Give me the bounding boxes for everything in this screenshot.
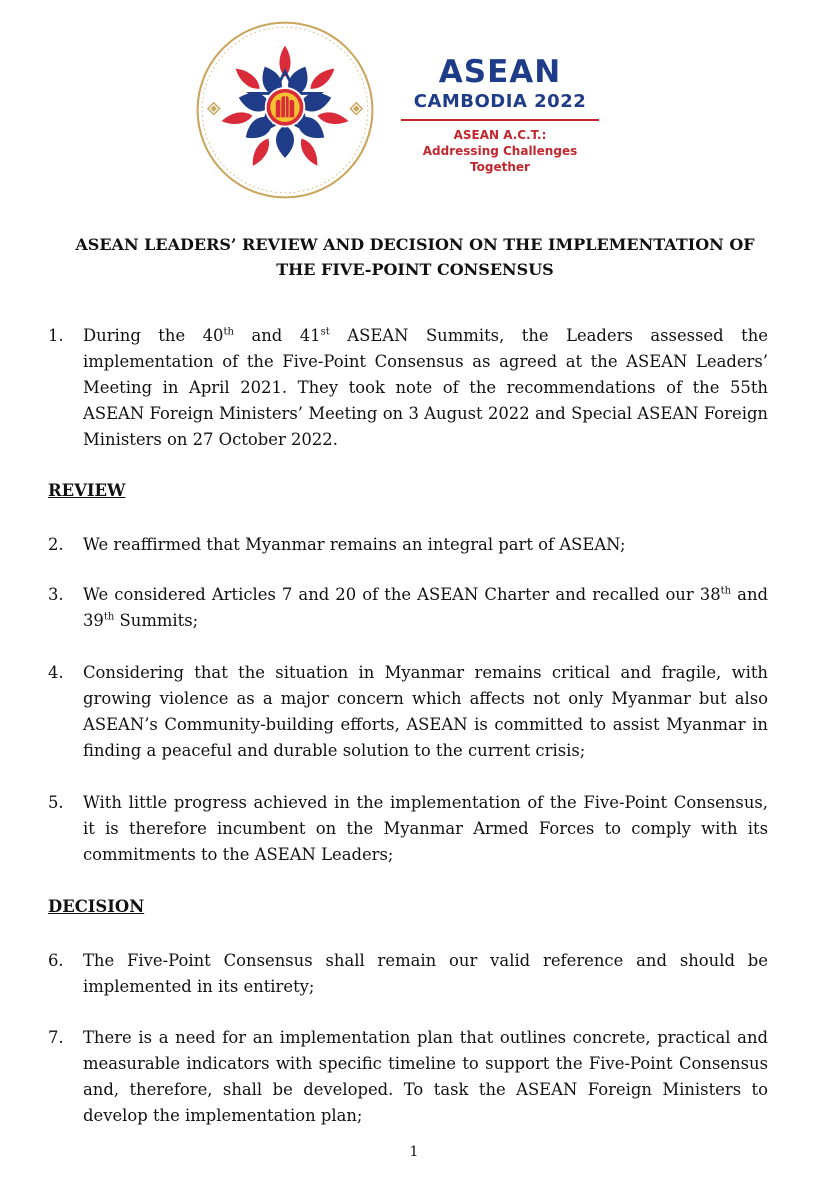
title-line-1: ASEAN LEADERS’ REVIEW AND DECISION ON THE IMPLEMENTATION OF — [75, 235, 755, 254]
paragraph-text — [83, 582, 768, 634]
paragraph-number: 5. — [48, 793, 64, 812]
title-line-2: THE FIVE-POINT CONSENSUS — [276, 260, 554, 279]
brand-name: ASEAN — [438, 54, 562, 90]
ordinal-suffix: st — [320, 326, 330, 338]
document-title — [40, 232, 790, 282]
paragraph-number: 6. — [48, 951, 64, 970]
paragraph-4 — [48, 660, 768, 764]
paragraph-continuation: implementation of the Five-Point Consensus as agreed at the ASEAN Leaders’ Meeting in April 2021. They took note of the recommendations of the 55th ASEAN Foreign Ministers’ Meeting on 3 August 2022 and Special ASEAN Foreign Ministers on 27 October 2022. — [83, 352, 768, 449]
paragraph-text: We reaffirmed that Myanmar remains an integral part of ASEAN; — [83, 535, 626, 554]
asean-emblem-icon — [266, 88, 305, 127]
text-run: and 41 — [233, 326, 321, 345]
right-ornament-icon — [350, 103, 362, 115]
review-heading: REVIEW — [48, 481, 126, 500]
paragraph-text: Considering that the situation in Myanmar remains critical and fragile, with growing violence as a major concern which affects not only Myanmar but also ASEAN’s Community-building efforts, ASEAN is committed to assist Myanmar in finding a peaceful and durable solution to the current crisis; — [83, 663, 768, 760]
brand-divider — [401, 119, 599, 121]
theme-line-2: Addressing Challenges Together — [422, 144, 578, 174]
asean-cambodia-2022-emblem — [193, 18, 377, 202]
paragraph-number: 2. — [48, 535, 64, 554]
text-run: During the 40 — [83, 326, 224, 345]
paragraph-text: The Five-Point Consensus shall remain our valid reference and should be implemented in its entirety; — [83, 951, 768, 996]
text-run: Summits; — [114, 611, 199, 630]
paragraph-text: There is a need for an implementation plan that outlines concrete, practical and measurable indicators with specific timeline to support the Five-Point Consensus and, therefore, shall be developed. To task the ASEAN Foreign Ministers to develop the implementation plan; — [83, 1028, 768, 1125]
paragraph-1 — [48, 323, 768, 453]
brand-theme — [395, 127, 605, 175]
paragraph-text: With little progress achieved in the implementation of the Five-Point Consensus, it is therefore incumbent on the Myanmar Armed Forces to comply with its commitments to the ASEAN Leaders; — [83, 793, 768, 864]
paragraph-number: 7. — [48, 1028, 64, 1047]
document-header — [0, 0, 828, 200]
paragraph-text — [83, 323, 768, 453]
paragraph-first-line — [83, 323, 768, 349]
paragraph-number: 3. — [48, 585, 64, 604]
left-ornament-icon — [208, 103, 220, 115]
decision-heading: DECISION — [48, 897, 145, 916]
text-run: ASEAN Summits, the Leaders assessed the — [329, 326, 768, 345]
paragraph-5 — [48, 790, 768, 868]
page-number: 1 — [409, 1144, 419, 1160]
text-run: and 39 — [83, 585, 768, 630]
paragraph-2 — [48, 532, 768, 558]
paragraph-number: 4. — [48, 663, 64, 682]
paragraph-number: 1. — [48, 326, 64, 345]
brand-subtitle: CAMBODIA 2022 — [413, 91, 587, 112]
paragraph-7 — [48, 1025, 768, 1129]
ordinal-suffix: th — [103, 611, 115, 623]
theme-line-1: ASEAN A.C.T.: — [453, 128, 547, 142]
ordinal-suffix: th — [720, 585, 732, 597]
brand-block — [395, 55, 605, 175]
text-run: We considered Articles 7 and 20 of the ASEAN Charter and recalled our 38 — [83, 585, 721, 604]
ordinal-suffix: th — [223, 326, 234, 338]
paragraph-6 — [48, 948, 768, 1000]
paragraph-3 — [48, 582, 768, 634]
